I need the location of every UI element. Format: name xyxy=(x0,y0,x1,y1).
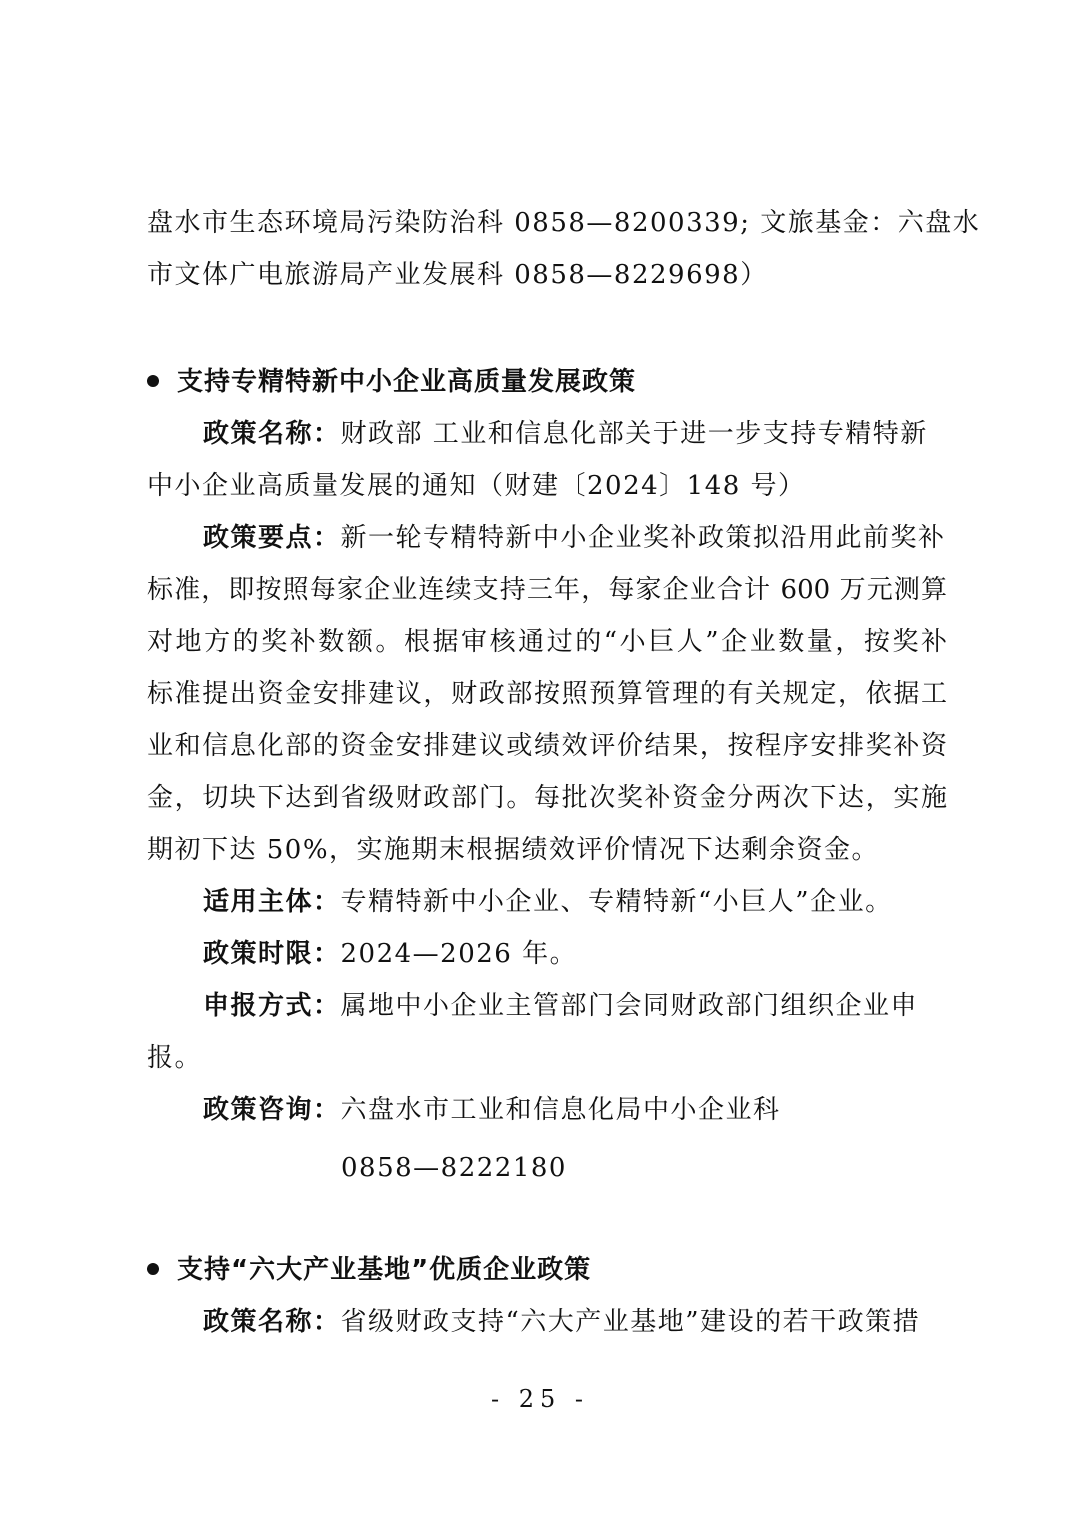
page-number: - 25 - xyxy=(490,1385,589,1413)
policy-period-line xyxy=(203,936,947,972)
section-heading xyxy=(147,364,947,400)
bullet-icon xyxy=(147,375,159,387)
policy-points-text: 标准，即按照每家企业连续支持三年，每家企业合计 600 万元测算 xyxy=(147,575,947,605)
application-method-value: 属地中小企业主管部门会同财政部门组织企业申 xyxy=(340,991,919,1021)
continued-line-1: 盘水市生态环境局污染防治科 0858—8200339; 文旅基金：六盘水 xyxy=(147,208,981,238)
application-method-label: 申报方式： xyxy=(203,991,341,1021)
policy-name-label: 政策名称： xyxy=(203,1307,341,1337)
applicable-subject-label: 适用主体： xyxy=(203,887,341,917)
policy-points-value: 新一轮专精特新中小企业奖补政策拟沿用此前奖补 xyxy=(340,523,946,553)
bullet-icon xyxy=(147,1263,159,1275)
section-heading xyxy=(147,1252,947,1288)
policy-points-label: 政策要点： xyxy=(203,523,341,553)
policy-period-label: 政策时限： xyxy=(203,939,341,969)
policy-points-text: 金，切块下达到省级财政部门。每批次奖补资金分两次下达，实施 xyxy=(147,783,947,813)
section-heading-text: 支持专精特新中小企业高质量发展政策 xyxy=(177,367,637,397)
policy-name-continuation: 中小企业高质量发展的通知（财建〔2024〕148 号） xyxy=(147,471,806,501)
policy-period-value: 2024—2026 年。 xyxy=(340,939,578,969)
applicable-subject-value: 专精特新中小企业、专精特新“小巨人”企业。 xyxy=(340,887,893,917)
application-method-continuation: 报。 xyxy=(147,1043,203,1073)
applicable-subject-line xyxy=(203,884,947,920)
policy-name-value: 省级财政支持“六大产业基地”建设的若干政策措 xyxy=(340,1307,921,1337)
continued-line-2: 市文体广电旅游局产业发展科 0858—8229698） xyxy=(147,260,768,290)
policy-consult-value: 六盘水市工业和信息化局中小企业科 xyxy=(340,1095,781,1125)
policy-consult-phone: 0858—8222180 xyxy=(341,1153,567,1183)
policy-name-label: 政策名称： xyxy=(203,419,341,449)
policy-consult-label: 政策咨询： xyxy=(203,1095,341,1125)
policy-name-value: 财政部 工业和信息化部关于进一步支持专精特新 xyxy=(340,419,928,449)
policy-name-line xyxy=(203,1304,947,1340)
section-heading-text: 支持“六大产业基地”优质企业政策 xyxy=(177,1255,592,1285)
application-method-line xyxy=(203,988,947,1024)
policy-points-text: 业和信息化部的资金安排建议或绩效评价结果，按程序安排奖补资 xyxy=(147,731,947,761)
policy-points-text: 对地方的奖补数额。根据审核通过的“小巨人”企业数量，按奖补 xyxy=(147,627,947,657)
policy-points-line xyxy=(203,520,947,556)
policy-name-line xyxy=(203,416,947,452)
policy-points-text: 标准提出资金安排建议，财政部按照预算管理的有关规定，依据工 xyxy=(147,679,947,709)
policy-points-text: 期初下达 50%，实施期末根据绩效评价情况下达剩余资金。 xyxy=(147,835,880,865)
policy-consult-line xyxy=(203,1092,947,1128)
